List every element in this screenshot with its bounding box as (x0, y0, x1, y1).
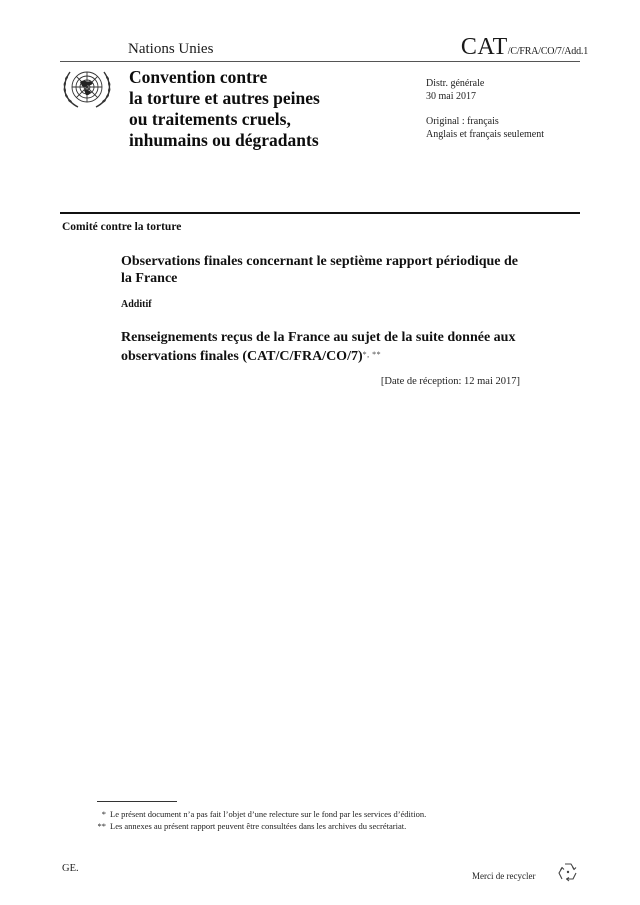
subheading-text: Renseignements reçus de la France au sujet de la suite donnée aux observations finales (CAT/C/FRA/CO/7) (121, 330, 516, 364)
convention-title-line: Convention contre (129, 67, 268, 87)
footnote-divider (97, 801, 177, 802)
un-emblem-icon (60, 66, 114, 110)
convention-title-line: ou traitements cruels, (129, 109, 291, 129)
convention-title-line: la torture et autres peines (129, 88, 320, 108)
convention-title (129, 67, 409, 151)
recycle-icon (556, 860, 580, 886)
symbol-suffix: /C/FRA/CO/7/Add.1 (507, 46, 588, 57)
receipt-date: [Date de réception: 12 mai 2017] (380, 376, 520, 387)
document-heading: Observations finales concernant le septième rapport périodique de la France (121, 254, 519, 286)
footnotes (97, 808, 427, 832)
original-language: Original : français (426, 116, 499, 127)
section-divider (60, 212, 580, 214)
convention-title-line: inhumains ou dégradants (129, 130, 319, 150)
footnote-text: Les annexes au présent rapport peuvent être consultées dans les archives du secrétariat. (110, 821, 407, 831)
footnote-item (100, 808, 426, 820)
recycle-label: Merci de recycler (472, 871, 536, 881)
distribution-info (426, 77, 544, 141)
footnote-mark: * (101, 809, 106, 819)
office-code: GE. (62, 863, 79, 874)
footnote-reference[interactable]: *, ** (362, 350, 382, 359)
footnote-text: Le présent document n’a pas fait l’objet d’une relecture sur le fond par les services d’édition. (110, 809, 427, 819)
committee-name: Comité contre la torture (62, 221, 182, 233)
organization-name: Nations Unies (128, 41, 214, 57)
available-languages: Anglais et français seulement (426, 129, 545, 140)
footnote-item (97, 820, 426, 832)
symbol-main: CAT (460, 34, 508, 60)
issue-date: 30 mai 2017 (426, 91, 476, 102)
footnote-mark: ** (97, 821, 106, 831)
document-subheading (121, 329, 531, 365)
distribution-type: Distr. générale (426, 78, 485, 89)
addendum-label: Additif (121, 299, 152, 310)
header-divider (60, 61, 580, 62)
